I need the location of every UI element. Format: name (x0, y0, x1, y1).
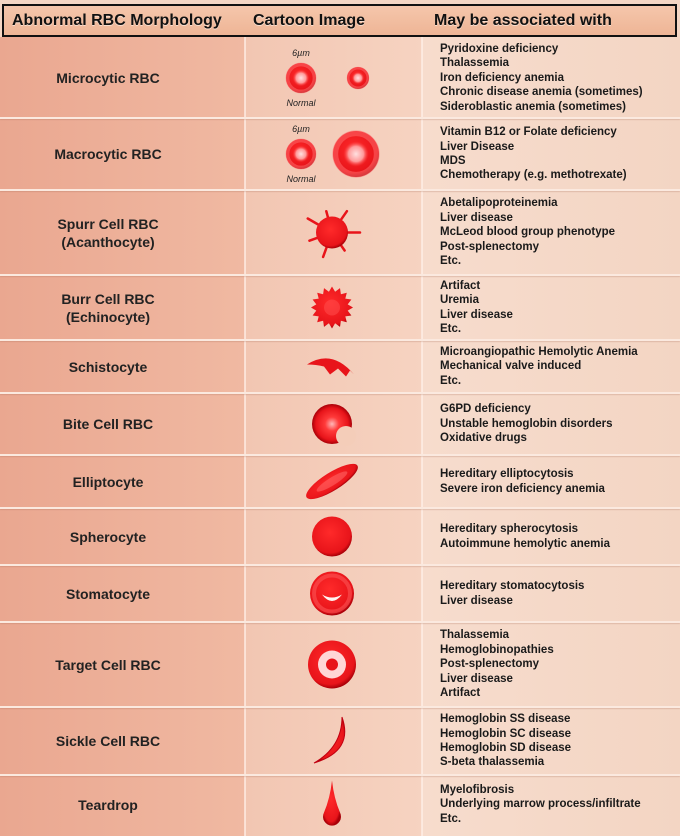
small-rbc-icon (347, 67, 369, 89)
normal-label: Normal (286, 174, 316, 184)
table-row (0, 275, 680, 340)
morphology-name (0, 565, 216, 622)
association-item: Chemotherapy (e.g. methotrexate) (440, 169, 627, 182)
cartoon-image (252, 190, 412, 275)
morphology-name (0, 775, 216, 834)
association-item: Hemoglobinopathies (440, 643, 554, 656)
target-cell-icon (308, 641, 356, 689)
schistocyte-icon (252, 340, 412, 393)
morphology-name (0, 118, 216, 190)
association-item: Hemoglobin SC disease (440, 727, 572, 740)
cartoon-image (252, 38, 412, 118)
association-item: Liver disease (440, 308, 513, 321)
association-item: Etc. (440, 812, 462, 825)
bite-cell-icon (252, 393, 412, 455)
association-item: Post-splenectomy (440, 658, 540, 671)
association-list (440, 38, 678, 118)
morphology-name-text: Sickle Cell RBC (55, 733, 161, 749)
row-divider (0, 621, 680, 623)
table-row (0, 775, 680, 834)
morphology-name-text: Elliptocyte (72, 473, 144, 490)
large-rbc-icon (333, 131, 379, 177)
morphology-name-text: Schistocyte (68, 358, 148, 375)
cartoon-image (252, 118, 412, 190)
row-divider (0, 706, 680, 708)
morphology-name-text: Microcytic RBC (56, 70, 160, 86)
cartoon-image (252, 393, 412, 455)
association-item: Thalassemia (440, 57, 510, 70)
header-associations: May be associated with (434, 12, 612, 29)
morphology-name (0, 455, 216, 508)
morphology-name (0, 38, 216, 118)
morphology-name-text: Burr Cell RBC (Echinocyte) (61, 290, 155, 325)
association-item: Liver disease (440, 211, 513, 224)
acanthocyte-icon (308, 211, 360, 257)
association-item: Etc. (440, 374, 462, 387)
association-item: Hereditary spherocytosis (440, 523, 579, 536)
table-header (2, 4, 677, 37)
cartoon-image (252, 775, 412, 834)
bite-cell-icon (312, 404, 356, 446)
elliptocyte-icon (252, 455, 412, 508)
macrocytic-rbc-icon (252, 118, 412, 190)
table-row (0, 118, 680, 190)
association-item: Etc. (440, 255, 462, 268)
cartoon-image (252, 275, 412, 340)
table-row (0, 565, 680, 622)
stomatocyte-icon (310, 572, 354, 616)
elliptocyte-icon (302, 458, 362, 505)
association-list (440, 508, 678, 565)
row-divider (0, 339, 680, 341)
table-row (0, 190, 680, 275)
normal-rbc-icon (286, 63, 316, 93)
echinocyte-icon (252, 275, 412, 340)
association-item: Hereditary stomatocytosis (440, 580, 585, 593)
morphology-name (0, 393, 216, 455)
normal-rbc-icon (286, 139, 316, 169)
association-item: Uremia (440, 294, 479, 307)
row-divider (0, 564, 680, 566)
sickle-cell-icon (252, 707, 412, 775)
association-item: Liver disease (440, 672, 513, 685)
row-divider (0, 189, 680, 191)
association-item: Hereditary elliptocytosis (440, 468, 574, 481)
cartoon-image (252, 455, 412, 508)
normal-label: Normal (286, 98, 316, 108)
header-morphology: Abnormal RBC Morphology (12, 12, 222, 29)
morphology-name-text: Teardrop (78, 796, 138, 813)
cartoon-image (252, 622, 412, 707)
row-divider (0, 774, 680, 776)
morphology-name (0, 622, 216, 707)
morphology-name-text: Bite Cell RBC (62, 416, 154, 432)
teardrop-cell-icon (323, 781, 341, 826)
row-divider (0, 507, 680, 509)
table-row (0, 393, 680, 455)
scale-label: 6µm (292, 48, 310, 58)
association-item: Autoimmune hemolytic anemia (440, 537, 610, 550)
association-item: MDS (440, 155, 466, 167)
stomatocyte-icon (252, 565, 412, 622)
association-item: Liver Disease (440, 140, 515, 153)
association-item: Unstable hemoglobin disorders (440, 417, 613, 430)
association-item: Iron deficiency anemia (440, 71, 564, 84)
row-divider (0, 117, 680, 119)
association-item: Hemoglobin SS disease (440, 713, 571, 726)
association-list (440, 190, 678, 275)
association-item: Oxidative drugs (440, 432, 527, 445)
association-item: G6PD deficiency (440, 403, 531, 416)
row-divider (0, 454, 680, 456)
association-list (440, 622, 678, 707)
association-list (440, 565, 678, 622)
sickle-cell-icon (314, 717, 345, 763)
schistocyte-icon (307, 358, 354, 376)
morphology-name-text: Macrocytic RBC (54, 146, 162, 162)
association-item: Liver disease (440, 594, 513, 607)
table-row (0, 455, 680, 508)
teardrop-cell-icon (252, 775, 412, 834)
morphology-name-text: Spurr Cell RBC (Acanthocyte) (57, 215, 159, 250)
association-list (440, 118, 678, 190)
association-item: Vitamin B12 or Folate deficiency (440, 126, 617, 139)
table-row (0, 707, 680, 775)
echinocyte-icon (311, 287, 353, 329)
association-item: S-beta thalassemia (440, 756, 545, 769)
association-item: Artifact (440, 279, 481, 292)
cartoon-image (252, 565, 412, 622)
header-cartoon-image: Cartoon Image (253, 12, 366, 29)
association-item: Chronic disease anemia (sometimes) (440, 86, 643, 99)
row-divider (0, 274, 680, 276)
association-item: Etc. (440, 322, 462, 335)
association-item: McLeod blood group phenotype (440, 226, 616, 239)
morphology-name-text: Stomatocyte (65, 585, 151, 602)
cartoon-image (252, 508, 412, 565)
acanthocyte-icon (252, 190, 412, 275)
table-row (0, 38, 680, 118)
association-item: Microangiopathic Hemolytic Anemia (440, 345, 638, 358)
association-item: Thalassemia (440, 629, 510, 642)
morphology-name (0, 275, 216, 340)
morphology-name (0, 508, 216, 565)
association-item: Severe iron deficiency anemia (440, 482, 605, 495)
cartoon-image (252, 707, 412, 775)
table-row (0, 340, 680, 393)
scale-label: 6µm (292, 124, 310, 134)
association-item: Pyridoxine deficiency (440, 42, 559, 55)
association-item: Abetalipoproteinemia (440, 197, 558, 210)
association-list (440, 393, 678, 455)
morphology-name (0, 707, 216, 775)
cartoon-image (252, 340, 412, 393)
row-divider (0, 392, 680, 394)
spherocyte-icon (312, 517, 352, 557)
microcytic-rbc-icon (252, 38, 412, 118)
association-list (440, 275, 678, 340)
morphology-name-text: Spherocyte (69, 528, 147, 545)
table-row (0, 622, 680, 707)
association-list (440, 707, 678, 775)
association-item: Sideroblastic anemia (sometimes) (440, 100, 626, 113)
association-item: Mechanical valve induced (440, 360, 582, 373)
target-cell-icon (252, 622, 412, 707)
association-item: Artifact (440, 687, 481, 700)
morphology-name (0, 340, 216, 393)
association-list (440, 775, 678, 834)
morphology-name (0, 190, 216, 275)
association-item: Post-splenectomy (440, 240, 540, 253)
association-item: Hemoglobin SD disease (440, 742, 572, 754)
association-list (440, 340, 678, 393)
association-list (440, 455, 678, 508)
table-row (0, 508, 680, 565)
association-item: Myelofibrosis (440, 783, 515, 796)
association-item: Underlying marrow process/infiltrate (440, 798, 641, 811)
morphology-name-text: Target Cell RBC (55, 656, 161, 673)
spherocyte-icon (252, 508, 412, 565)
